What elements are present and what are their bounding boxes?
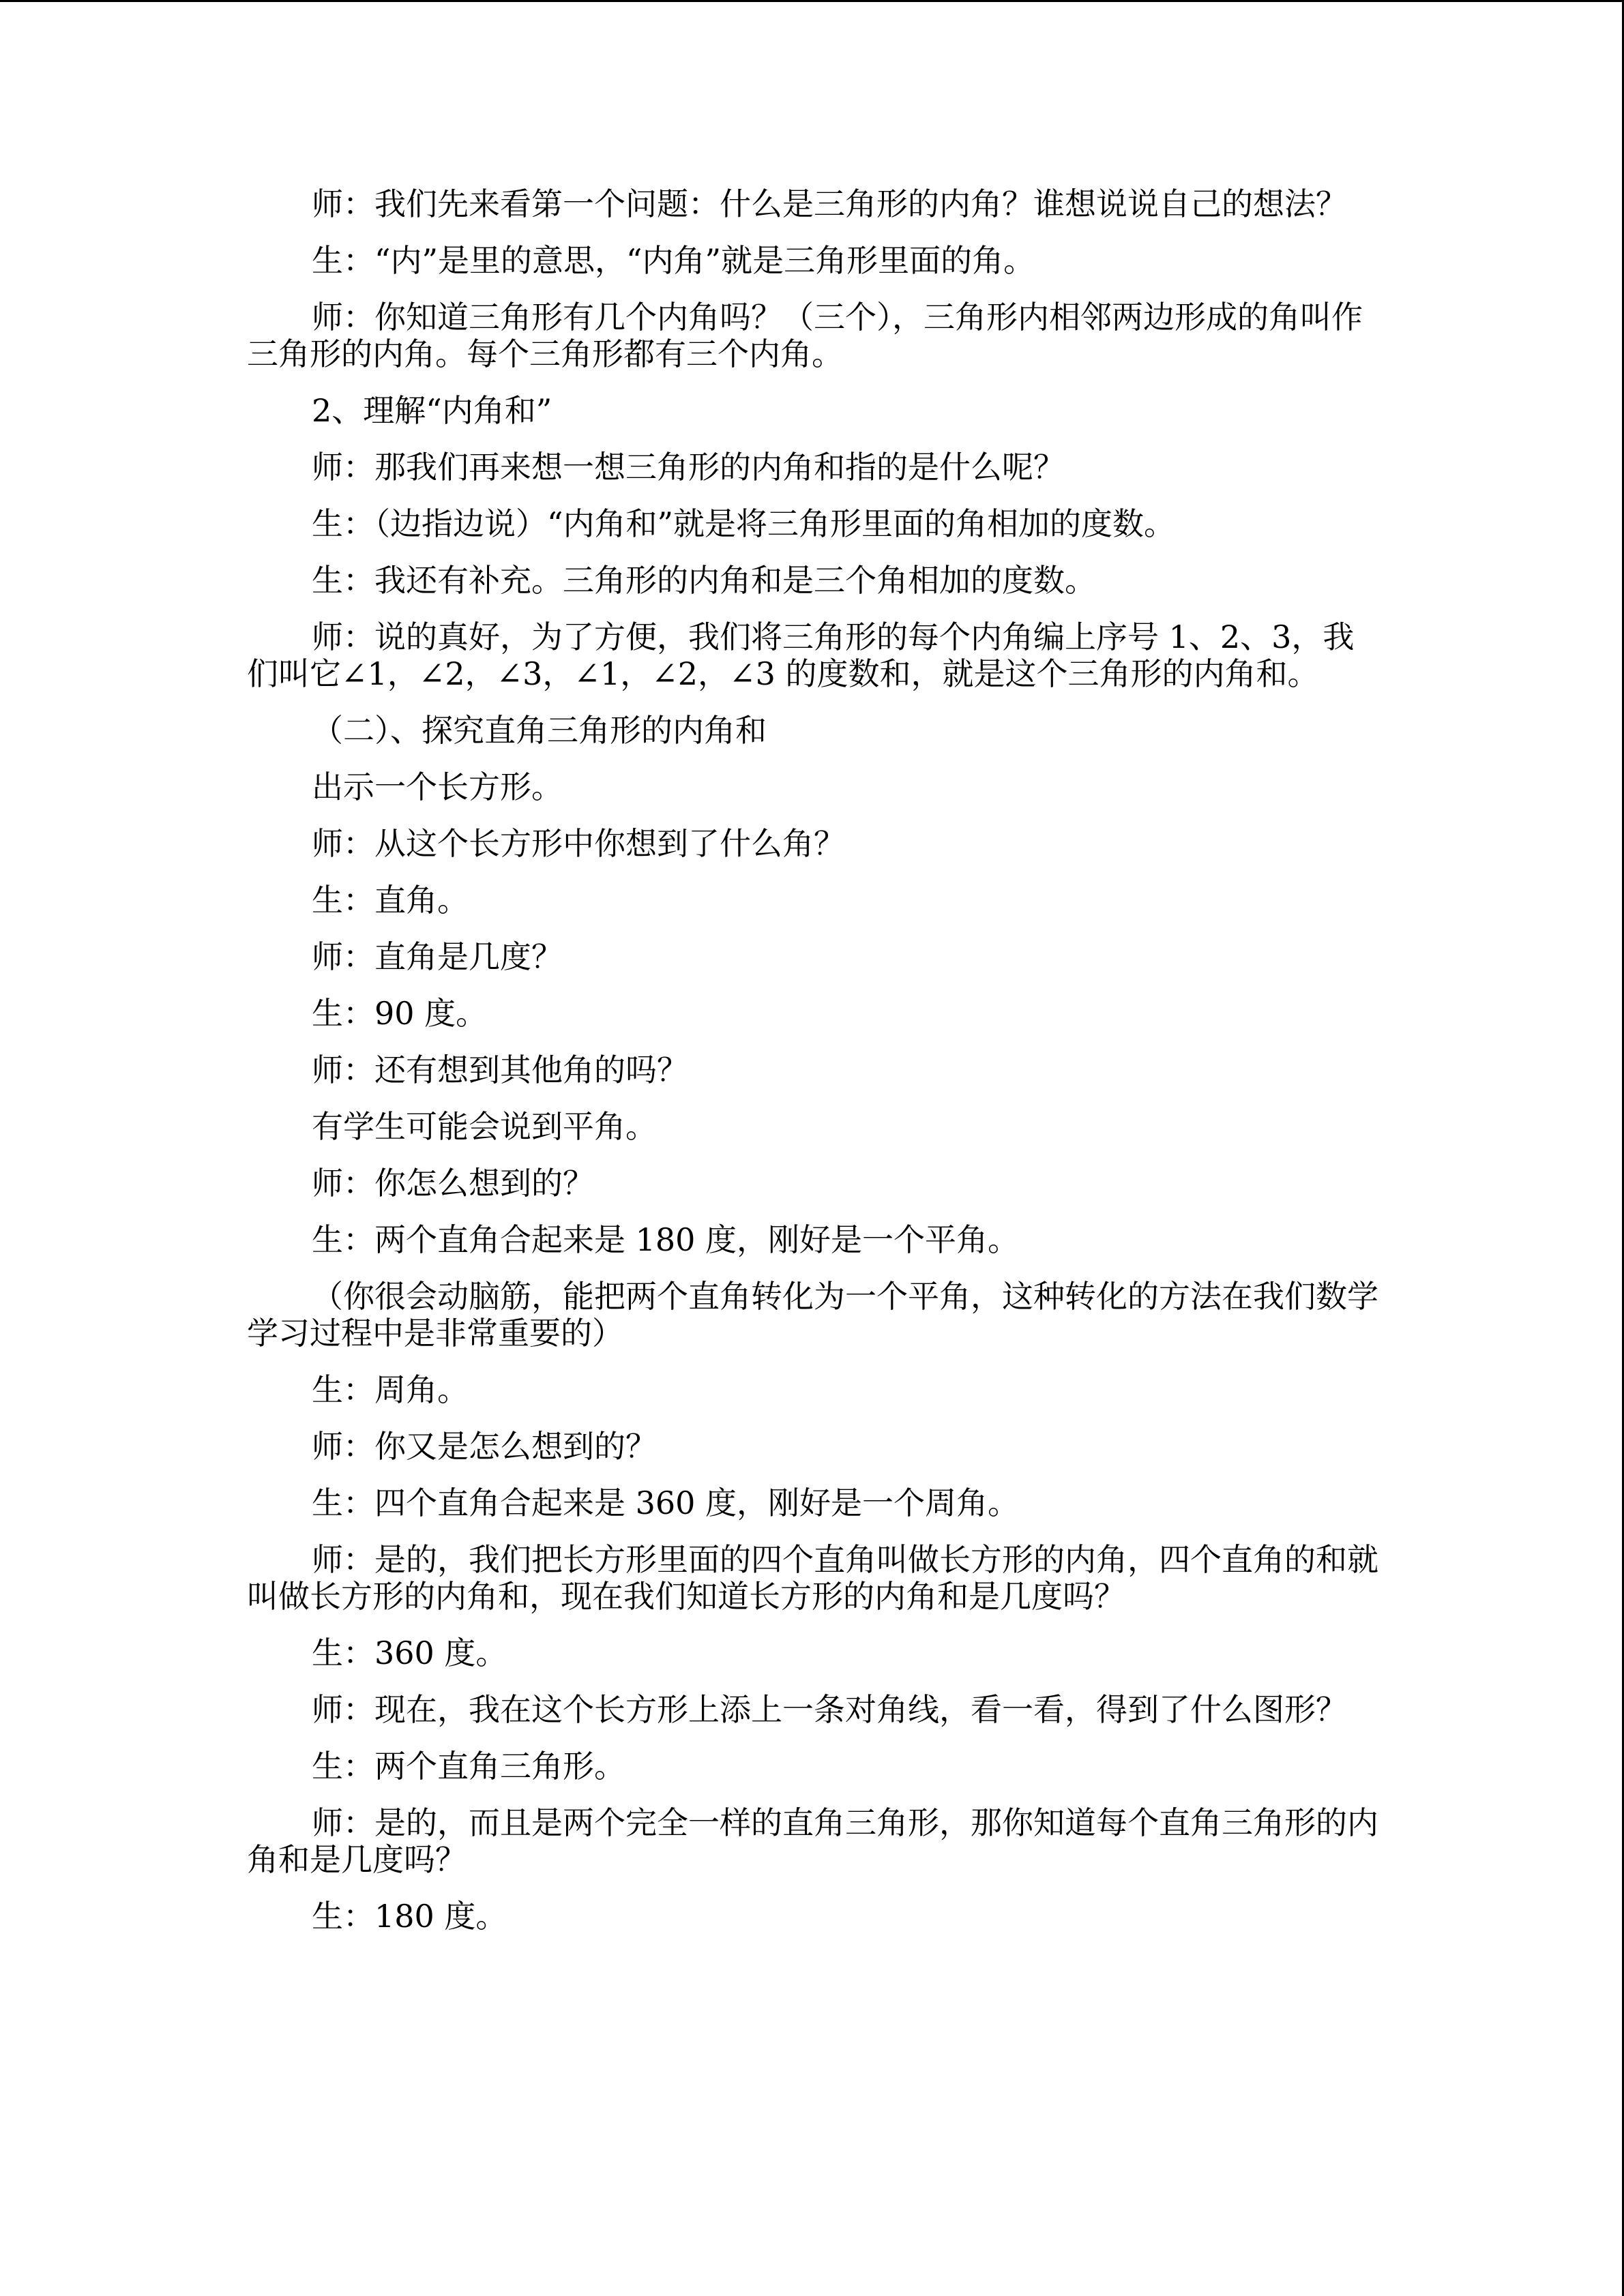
paragraph-1: 师：我们先来看第一个问题：什么是三角形的内角？谁想说说自己的想法？ [312, 185, 1347, 222]
paragraph-17: 师：你怎么想到的？ [312, 1165, 594, 1202]
paragraph-20: 生：周角。 [312, 1371, 469, 1408]
paragraph-23: 师：是的，我们把长方形里面的四个直角叫做长方形的内角，四个直角的和就叫做长方形的内角和，现在我们知道长方形的内角和是几度吗？ [247, 1541, 1378, 1615]
paragraph-2: 生：“内”是里的意思，“内角”就是三角形里面的角。 [312, 242, 1035, 279]
paragraph-21: 师：你又是怎么想到的？ [312, 1428, 657, 1465]
paragraph-24: 生：360 度。 [312, 1635, 507, 1671]
paragraph-15: 师：还有想到其他角的吗？ [312, 1052, 688, 1088]
paragraph-12: 生：直角。 [312, 882, 469, 919]
paragraph-27: 师：是的，而且是两个完全一样的直角三角形，那你知道每个直角三角形的内角和是几度吗？ [247, 1804, 1378, 1878]
paragraph-16: 有学生可能会说到平角。 [312, 1108, 657, 1145]
document-body [247, 185, 1379, 1954]
paragraph-18: 生：两个直角合起来是 180 度，刚好是一个平角。 [312, 1221, 1020, 1258]
paragraph-7: 生：我还有补充。三角形的内角和是三个角相加的度数。 [312, 562, 1096, 599]
paragraph-8: 师：说的真好，为了方便，我们将三角形的每个内角编上序号 1、2、3，我们叫它∠1，∠2，∠3，∠1，∠2，∠3 的度数和，就是这个三角形的内角和。 [247, 618, 1355, 692]
paragraph-14: 生：90 度。 [312, 995, 488, 1032]
paragraph-28: 生：180 度。 [312, 1898, 507, 1935]
paragraph-5: 师：那我们再来想一想三角形的内角和指的是什么呢？ [312, 449, 1065, 486]
paragraph-25: 师：现在，我在这个长方形上添上一条对角线，看一看，得到了什么图形？ [312, 1691, 1347, 1728]
paragraph-10: 出示一个长方形。 [312, 769, 563, 805]
paragraph-26: 生：两个直角三角形。 [312, 1748, 625, 1785]
paragraph-11: 师：从这个长方形中你想到了什么角？ [312, 825, 845, 862]
paragraph-19: （你很会动脑筋，能把两个直角转化为一个平角，这种转化的方法在我们数学学习过程中是非常重要的） [247, 1278, 1378, 1352]
section-heading-right-triangle: （二）、探究直角三角形的内角和 [312, 712, 767, 749]
section-heading-inner-angle-sum: 2、理解“内角和” [312, 392, 552, 429]
paragraph-3: 师：你知道三角形有几个内角吗？（三个），三角形内相邻两边形成的角叫作三角形的内角。每个三角形都有三个内角。 [247, 299, 1363, 372]
paragraph-13: 师：直角是几度？ [312, 938, 563, 975]
paragraph-22: 生：四个直角合起来是 360 度，刚好是一个周角。 [312, 1485, 1020, 1521]
page-top-border [0, 0, 1624, 2]
paragraph-6: 生：（边指边说）“内角和”就是将三角形里面的角相加的度数。 [312, 505, 1176, 542]
